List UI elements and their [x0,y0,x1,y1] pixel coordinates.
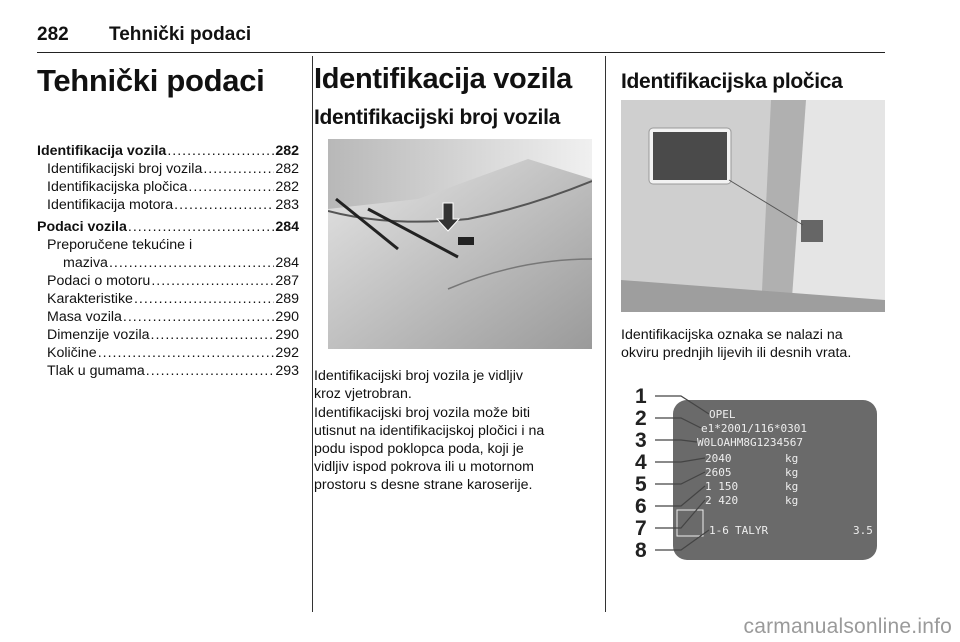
vin-paragraph-1: Identifikacijski broj vozila je vidljiv kroz vjetrobran. [314,368,523,402]
subsection-title-vin: Identifikacijski broj vozila [314,106,561,129]
toc-entry-identifikacija-motora[interactable]: Identifikacija motora ..... 283 [37,196,299,214]
running-title: Tehnički podaci [109,24,252,45]
plate-bottom-2: TALYR [735,524,769,537]
callout-6: 6 [635,495,647,518]
plate-line-5: 2605 [705,466,732,479]
id-plate-figure [621,378,885,581]
section-title-identifikacija-vozila: Identifikacija vozila [314,63,573,95]
callout-4: 4 [635,451,647,474]
table-of-contents [37,142,299,380]
callout-2: 2 [635,407,647,430]
toc-entry-tekucine-line1[interactable]: Preporučene tekućine i [47,237,193,253]
plate-line-1: OPEL [709,408,736,421]
plate-line-6: 1 150 [705,480,739,493]
plate-unit-3: kg [785,480,799,493]
plate-line-3: W0LOAHM8G1234567 [697,436,803,449]
plate-line-7: 2 420 [705,494,739,507]
toc-entry-karakteristike[interactable]: Karakteristike ..... 289 [37,290,299,308]
callout-5: 5 [635,473,647,496]
id-plate-diagram [621,378,885,581]
callout-1: 1 [635,385,647,408]
plate-line-4: 2040 [705,452,732,465]
page-number: 282 [37,24,69,45]
plate-unit-2: kg [785,466,799,479]
section-title-identifikacijska-plocica: Identifikacijska pločica [621,70,843,93]
vin-paragraph-2: Identifikacijski broj vozila može biti utisnut na identifikacijskoj pločici i na podu ispod poklopca poda, koji je vidljiv ispod pokrova ili u motornom prostoru s desne strane karoserije. [314,405,545,493]
toc-entry-identifikacijski-broj[interactable]: Identifikacijski broj vozila ..... 282 [37,160,299,178]
page-header [37,22,885,53]
toc-entry-tekucine-line2[interactable]: maziva ..... 284 [37,254,299,272]
toc-entry-identifikacijska-plocica[interactable]: Identifikacijska pločica ..... 282 [37,178,299,196]
door-frame-photo [621,100,885,312]
plate-unit-4: kg [785,494,799,507]
plate-bottom-1: 1-6 [709,524,729,537]
toc-entry-masa-vozila[interactable]: Masa vozila ..... 290 [37,308,299,326]
toc-entry-kolicine[interactable]: Količine ..... 292 [37,344,299,362]
callout-numbers [635,385,647,562]
windshield-vin-photo [328,139,592,349]
callout-8: 8 [635,539,647,562]
plate-line-2: e1*2001/116*0301 [701,422,807,435]
callout-7: 7 [635,517,647,540]
plate-location-paragraph: Identifikacijska oznaka se nalazi na okviru prednjih lijevih ili desnih vrata. [621,327,852,361]
toc-entry-dimenzije-vozila[interactable]: Dimenzije vozila ..... 290 [37,326,299,344]
plate-bottom-3: 3.5 [853,524,873,537]
car-hood-illustration [328,139,592,349]
toc-entry-identifikacija-vozila[interactable]: Identifikacija vozila ..... 282 [37,142,299,160]
toc-entry-tlak-u-gumama[interactable]: Tlak u gumama ..... 293 [37,362,299,380]
door-sill-illustration [621,100,885,312]
chapter-title: Tehnički podaci [37,63,265,98]
callout-3: 3 [635,429,647,452]
plate-unit-1: kg [785,452,799,465]
column-divider-2 [605,56,606,612]
toc-entry-podaci-vozila[interactable]: Podaci vozila ..... 284 [37,218,299,236]
toc-entry-podaci-o-motoru[interactable]: Podaci o motoru ..... 287 [37,272,299,290]
watermark: carmanualsonline.info [743,615,952,638]
column-divider-1 [312,56,313,612]
